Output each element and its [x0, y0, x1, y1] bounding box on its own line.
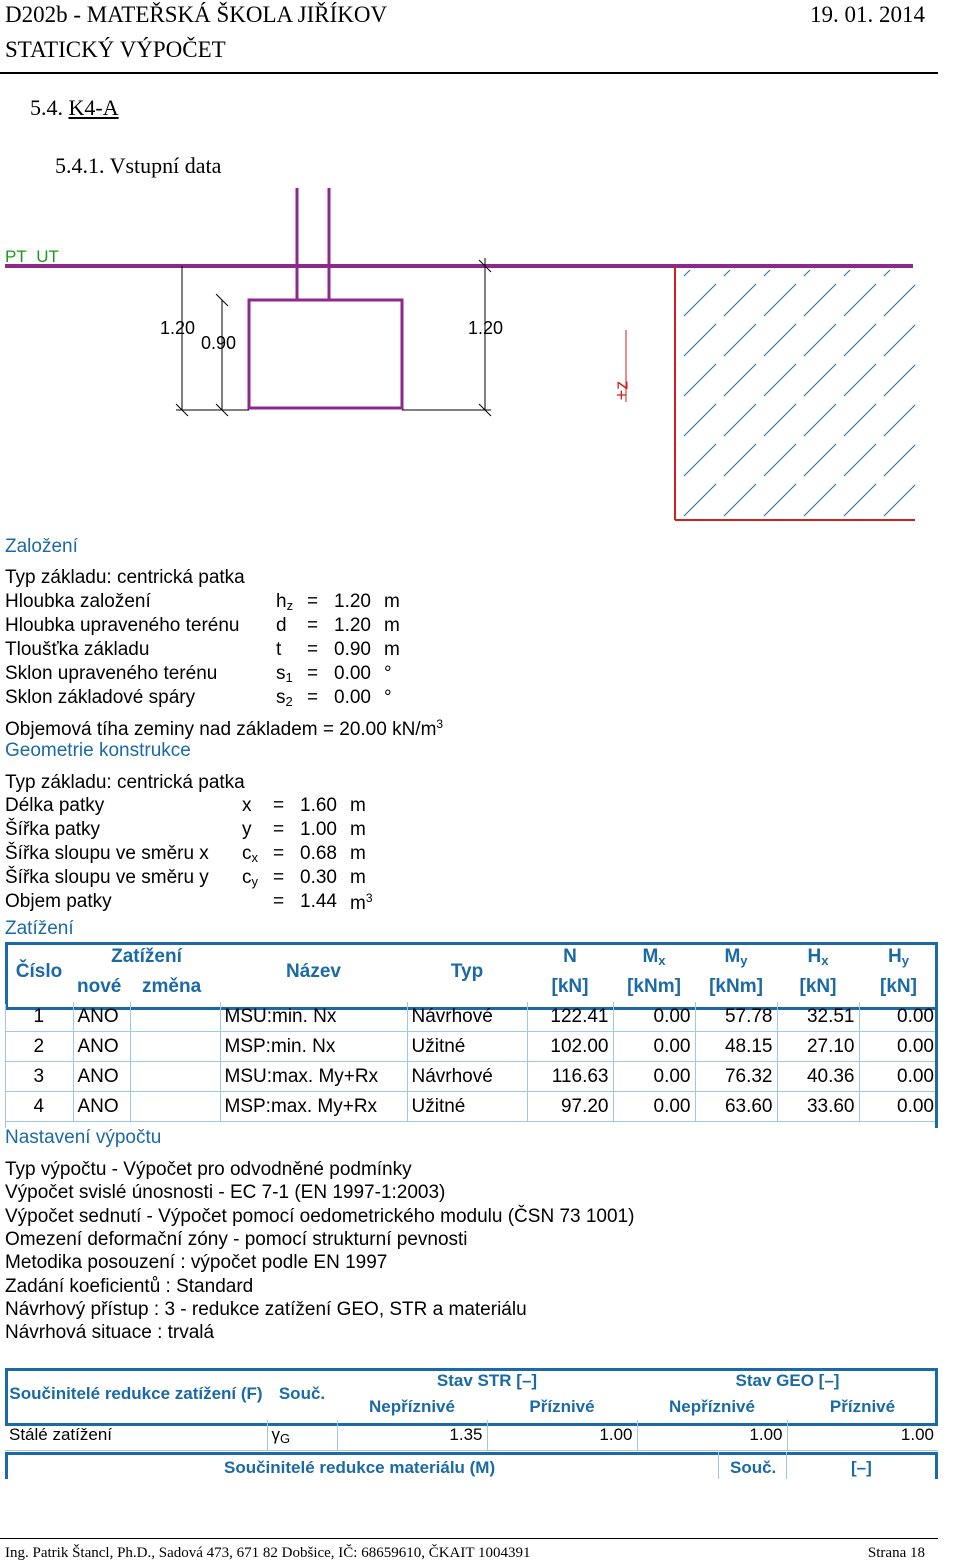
- param-label: Objem patky: [5, 891, 112, 912]
- dim-left-outer-label: 1.20: [160, 318, 196, 338]
- cell-mx: 0.00: [613, 1032, 695, 1062]
- coef-geo-nep: Nepříznivé: [669, 1397, 755, 1416]
- col-nove: nové: [77, 976, 122, 997]
- z-axis-label: +z: [611, 380, 632, 401]
- param-label: Šířka sloupu ve směru y: [5, 867, 209, 888]
- coef-souc-header: Souč.: [278, 1384, 326, 1403]
- col-typ: Typ: [450, 961, 484, 982]
- settings-line: Typ výpočtu - Výpočet pro odvodněné podmínky: [5, 1159, 412, 1180]
- coef-str-nep: Nepříznivé: [369, 1397, 455, 1416]
- foundation-drawing: [0, 185, 960, 525]
- cell-n: 116.63: [527, 1062, 613, 1092]
- param-unit: °: [384, 663, 392, 684]
- param-eq: =: [307, 687, 319, 708]
- cell-my: 57.78: [695, 1002, 777, 1032]
- param-eq: =: [307, 615, 319, 636]
- col-hx: $H_x$: [807, 946, 829, 968]
- cell-n: 97.20: [527, 1092, 613, 1122]
- settings-line: Výpočet svislé únosnosti - EC 7-1 (EN 1997-1:2003): [5, 1182, 446, 1204]
- param-label: Sklon základové spáry: [5, 687, 196, 708]
- coef-str-pri-val: 1.00: [487, 1420, 637, 1451]
- heading-geometrie: Geometrie konstrukce: [5, 740, 191, 761]
- coef-str-nep-val: 1.35: [337, 1420, 487, 1451]
- cell-zmena: [130, 1062, 220, 1092]
- settings-line: Návrhový přístup : 3 - redukce zatížení GEO, STR a materiálu: [5, 1298, 527, 1320]
- cell-hx: 32.51: [777, 1002, 859, 1032]
- cell-zmena: [130, 1092, 220, 1122]
- coef-geo-pri-val: 1.00: [900, 1425, 934, 1444]
- param-value: 1.00: [300, 819, 337, 840]
- heading-zatizeni: Zatížení: [5, 918, 74, 939]
- document-subtitle: STATICKÝ VÝPOČET: [5, 37, 226, 62]
- param-label: Šířka patky: [5, 819, 101, 840]
- col-n: N: [563, 946, 577, 967]
- param-value: 1.60: [300, 795, 337, 816]
- cell-cislo: 4: [5, 1092, 73, 1122]
- header-rule: [0, 72, 938, 74]
- param-unit: m: [350, 819, 366, 840]
- param-eq: =: [273, 867, 285, 888]
- param-value: 0.00: [334, 663, 371, 684]
- footer-rule: [0, 1538, 938, 1539]
- param-value: 0.90: [334, 639, 371, 660]
- param-symbol: $s_1$: [276, 663, 293, 685]
- cell-typ: Užitné: [407, 1092, 527, 1122]
- cell-cislo: 2: [5, 1032, 73, 1062]
- coef-row-label: Stálé zatížení: [5, 1420, 267, 1451]
- param-symbol: x: [242, 795, 252, 816]
- param-symbol: $c_y$: [242, 867, 258, 889]
- unit-hy: [kN]: [880, 976, 917, 997]
- col-my: $M_y$: [724, 946, 748, 968]
- document-date: 19. 01. 2014: [810, 2, 925, 27]
- section-number: 5.4.: [30, 95, 63, 120]
- param-value: 1.20: [334, 591, 371, 612]
- cell-nazev: MSU:max. My+Rx: [220, 1062, 407, 1092]
- cell-mx: 0.00: [613, 1062, 695, 1092]
- dim-left-inner-label: 0.90: [201, 333, 237, 353]
- heading-nastaveni: Nastavení výpočtu: [5, 1127, 162, 1148]
- cell-nazev: MSP:min. Nx: [220, 1032, 407, 1062]
- cell-nove: ANO: [73, 1032, 130, 1062]
- geometrie-type: Typ základu: centrická patka: [5, 772, 245, 793]
- table-row: [5, 1002, 938, 1032]
- table-row: [5, 1062, 938, 1092]
- cell-cislo: 3: [5, 1062, 73, 1092]
- cell-zmena: [130, 1032, 220, 1062]
- footer-author: Ing. Patrik Štancl, Ph.D., Sadová 473, 671 82 Dobšice, IČ: 68659610, ČKAIT 1004391: [5, 1545, 531, 1561]
- param-eq: =: [273, 819, 285, 840]
- cell-zmena: [130, 1002, 220, 1032]
- param-label: Hloubka založení: [5, 591, 151, 612]
- coef-geo-nep-val: 1.00: [637, 1420, 787, 1451]
- soil-hatch: [675, 270, 915, 520]
- param-unit: m: [350, 795, 366, 816]
- cell-nove: ANO: [73, 1002, 130, 1032]
- table-row: [5, 1092, 938, 1122]
- terrain-label: PT UT: [5, 247, 59, 266]
- param-symbol: $c_x$: [242, 843, 258, 865]
- load-table-right-border: [935, 1004, 938, 1128]
- param-value: 0.00: [334, 687, 371, 708]
- cell-hy: 0.00: [859, 1092, 938, 1122]
- cell-hx: 33.60: [777, 1092, 859, 1122]
- cell-my: 48.15: [695, 1032, 777, 1062]
- unit-mx: [kNm]: [627, 976, 681, 997]
- settings-line: Návrhová situace : trvalá: [5, 1322, 215, 1344]
- settings-line: Výpočet sednutí - Výpočet pomocí oedometrického modulu (ČSN 73 1001): [5, 1205, 635, 1227]
- param-symbol: y: [242, 819, 252, 840]
- cell-typ: Užitné: [407, 1032, 527, 1062]
- cell-n: 122.41: [527, 1002, 613, 1032]
- param-value: 1.20: [334, 615, 371, 636]
- cell-hy: 0.00: [859, 1062, 938, 1092]
- cell-nazev: MSU:min. Nx: [220, 1002, 407, 1032]
- coef-str-pri: Příznivé: [529, 1397, 595, 1416]
- param-unit: °: [384, 687, 392, 708]
- material-divider-2: [786, 1452, 787, 1479]
- coef-geo-header: Stav GEO [–]: [735, 1371, 840, 1390]
- param-unit: $m^3$: [350, 891, 373, 914]
- heading-zalozeni: Založení: [5, 536, 78, 557]
- table-row: [5, 1032, 938, 1062]
- param-symbol: $s_2$: [276, 687, 293, 709]
- material-divider-1: [718, 1452, 719, 1479]
- param-label: Tloušťka základu: [5, 639, 150, 660]
- cell-cislo: 1: [5, 1002, 73, 1032]
- cell-nove: ANO: [73, 1092, 130, 1122]
- material-label: Součinitelé redukce materiálu (M): [224, 1458, 496, 1477]
- param-symbol: $h_z$: [276, 591, 294, 613]
- param-unit: m: [350, 843, 366, 864]
- coef-table: [5, 1368, 938, 1451]
- settings-line: Omezení deformační zóny - pomocí strukturní pevnosti: [5, 1228, 468, 1250]
- param-unit: m: [350, 867, 366, 888]
- coef-geo-pri: Příznivé: [829, 1397, 896, 1416]
- unit-n: [kN]: [551, 976, 589, 997]
- unit-my: [kNm]: [709, 976, 763, 997]
- coef-factor-header: Součinitelé redukce zatížení (F): [9, 1384, 263, 1403]
- param-eq: =: [307, 639, 319, 660]
- param-label: Délka patky: [5, 795, 105, 816]
- param-unit: m: [384, 615, 400, 636]
- subsection-heading: 5.4.1. Vstupní data: [55, 153, 222, 178]
- settings-line: Zadání koeficientů : Standard: [5, 1275, 254, 1297]
- cell-mx: 0.00: [613, 1002, 695, 1032]
- param-eq: =: [307, 591, 319, 612]
- coef-str-header: Stav STR [–]: [436, 1371, 538, 1390]
- cell-hy: 0.00: [859, 1002, 938, 1032]
- cell-hx: 27.10: [777, 1032, 859, 1062]
- cell-hx: 40.36: [777, 1062, 859, 1092]
- col-zatizeni: Zatížení: [111, 946, 182, 967]
- cell-my: 76.32: [695, 1062, 777, 1092]
- param-eq: =: [273, 843, 285, 864]
- section-heading: [30, 95, 119, 121]
- dim-right-label: 1.20: [468, 318, 504, 338]
- param-symbol: t: [276, 639, 282, 660]
- zalozeni-type: Typ základu: centrická patka: [5, 567, 245, 588]
- cell-typ: Návrhové: [407, 1002, 527, 1032]
- param-eq: =: [307, 663, 319, 684]
- col-hy: $H_y$: [888, 946, 909, 968]
- col-mx: $M_x$: [642, 946, 666, 968]
- param-label: Hloubka upraveného terénu: [5, 615, 240, 636]
- material-unit: [–]: [851, 1458, 872, 1477]
- col-nazev: Název: [286, 961, 341, 982]
- settings-line: Metodika posouzení : výpočet podle EN 1997: [5, 1252, 388, 1274]
- soil-weight: Objemová tíha zeminy nad základem = 20.00 $kN/m^3$: [5, 717, 444, 740]
- param-eq: =: [273, 891, 285, 912]
- footer-page: Strana 18: [867, 1545, 925, 1561]
- section-name: K4-A: [68, 95, 119, 120]
- load-table-left-border: [5, 1004, 6, 1128]
- param-label: Šířka sloupu ve směru x: [5, 843, 209, 864]
- cell-hy: 0.00: [859, 1032, 938, 1062]
- unit-hx: [kN]: [799, 976, 837, 997]
- material-souc: Souč.: [730, 1458, 777, 1477]
- coef-row-sym: $\gamma_G$: [267, 1420, 337, 1451]
- param-value: 0.68: [300, 843, 337, 864]
- param-label: Sklon upraveného terénu: [5, 663, 218, 684]
- param-unit: m: [384, 591, 400, 612]
- col-cislo: Číslo: [15, 961, 63, 982]
- cell-typ: Návrhové: [407, 1062, 527, 1092]
- cell-my: 63.60: [695, 1092, 777, 1122]
- footing-rect: [249, 300, 402, 408]
- cell-nove: ANO: [73, 1062, 130, 1092]
- param-unit: m: [384, 639, 400, 660]
- cell-nazev: MSP:max. My+Rx: [220, 1092, 407, 1122]
- param-value: 1.44: [300, 891, 337, 912]
- load-table: [5, 942, 938, 1122]
- cell-n: 102.00: [527, 1032, 613, 1062]
- cell-mx: 0.00: [613, 1092, 695, 1122]
- param-value: 0.30: [300, 867, 337, 888]
- param-eq: =: [273, 795, 285, 816]
- col-zmena: změna: [142, 976, 202, 997]
- document-title: D202b - MATEŘSKÁ ŠKOLA JIŘÍKOV: [5, 2, 388, 27]
- param-symbol: d: [276, 615, 287, 636]
